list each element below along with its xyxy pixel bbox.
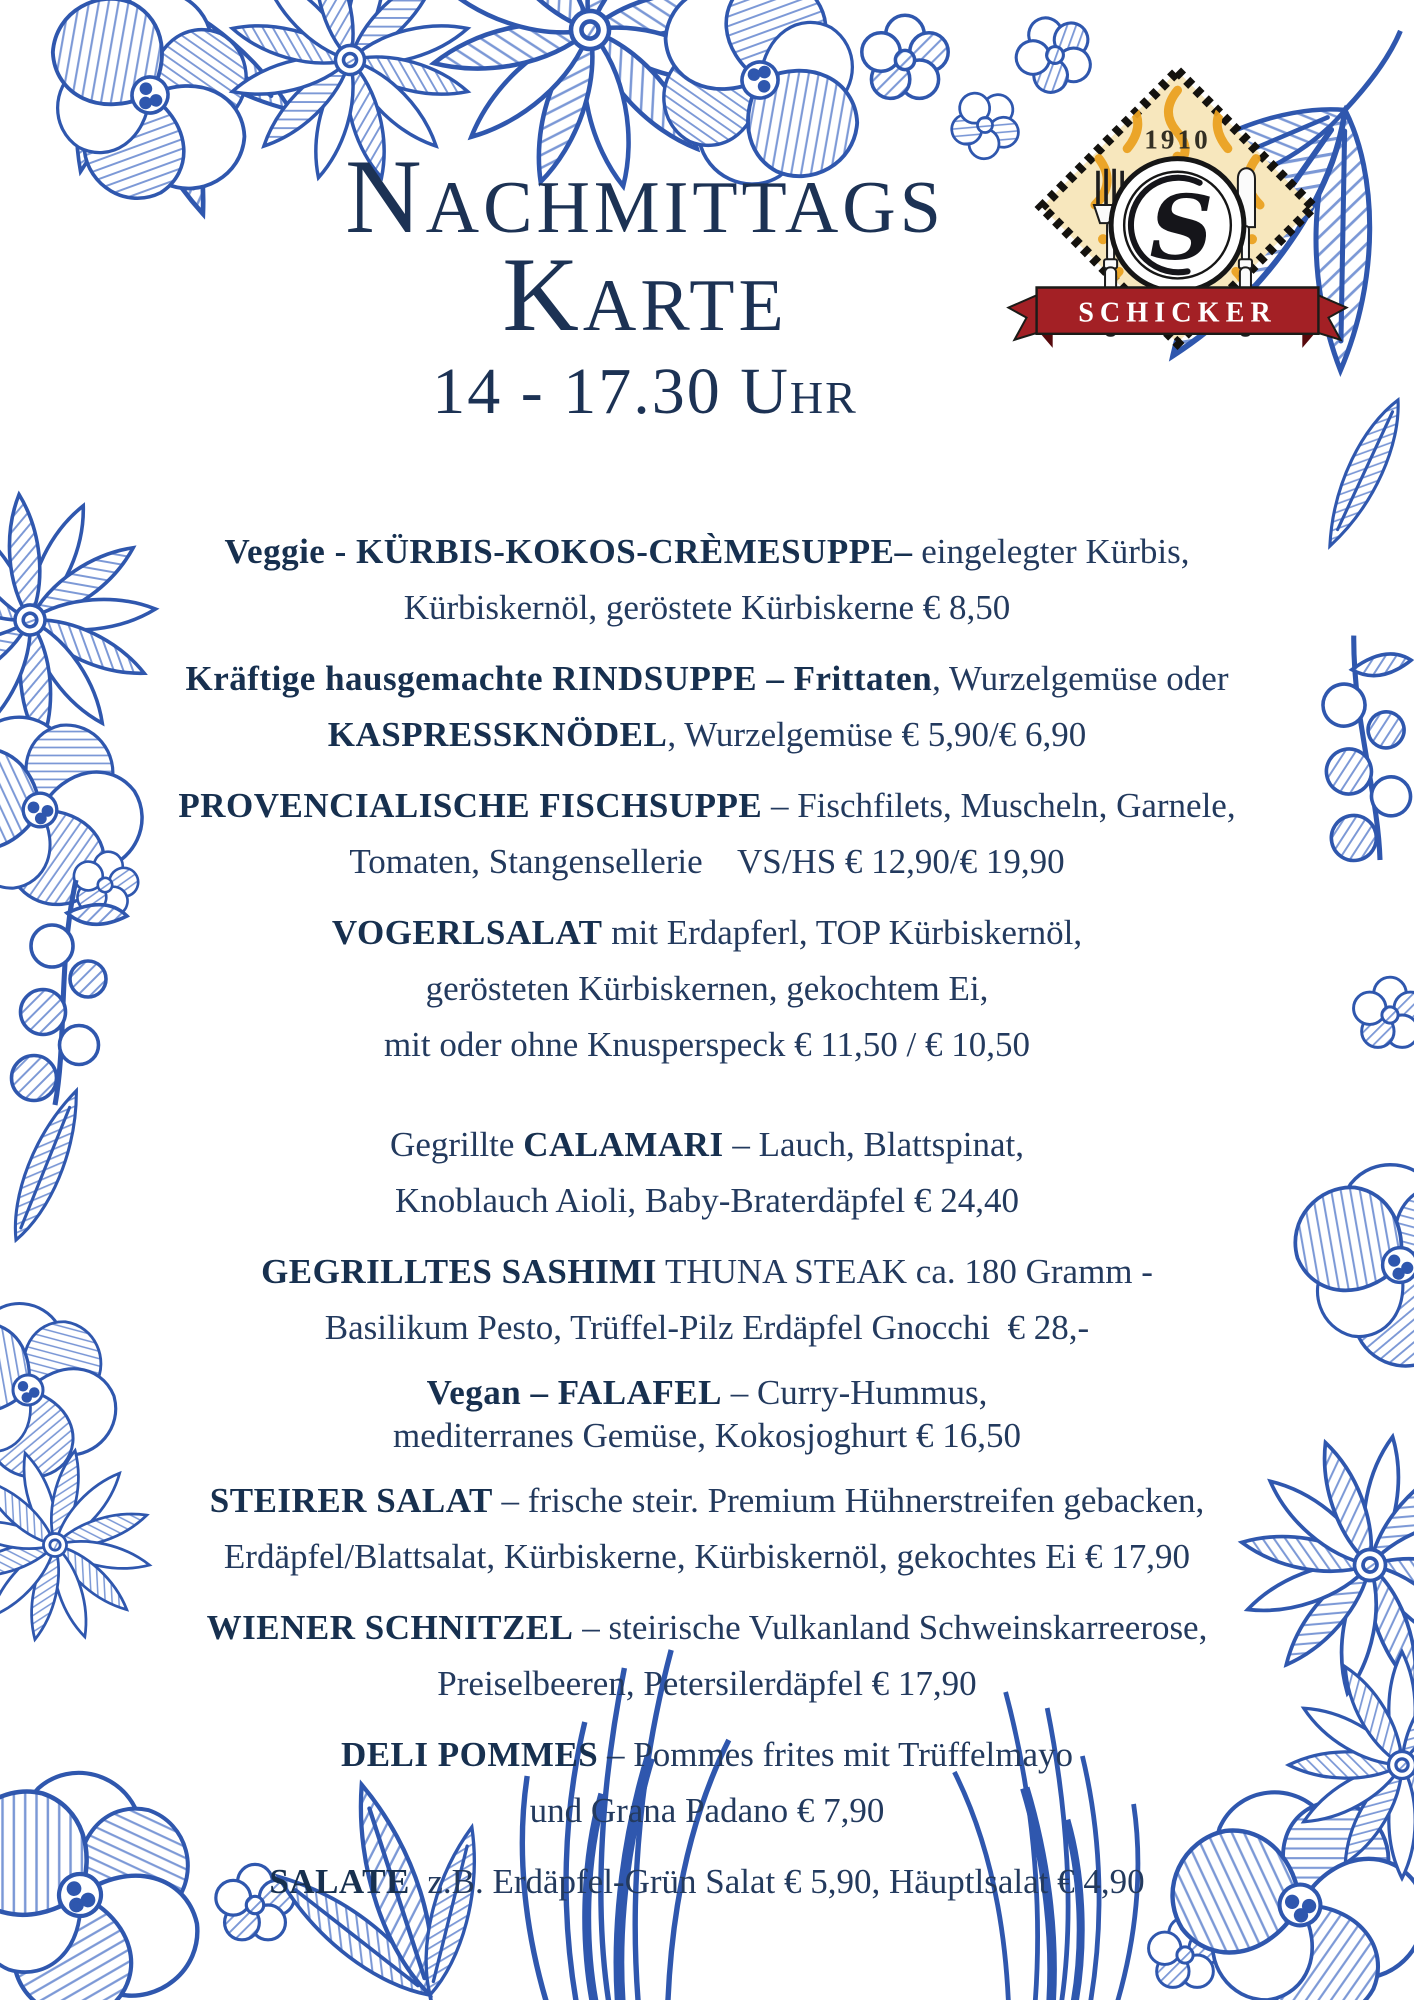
menu-item bbox=[60, 1244, 1354, 1356]
menu-item bbox=[60, 1600, 1354, 1712]
menu-line: Knoblauch Aioli, Baby-Braterdäpfel € 24,40 bbox=[394, 1181, 1020, 1220]
menu-item bbox=[60, 1854, 1354, 1910]
menu-line: DELI POMMES – Pommes frites mit Trüffelmayo bbox=[340, 1734, 1074, 1774]
menu-line: Veggie - KÜRBIS-KOKOS-CRÈMESUPPE– eingelegter Kürbis, bbox=[224, 532, 1190, 571]
menu-item bbox=[60, 524, 1354, 636]
menu-line: Gegrillte CALAMARI – Lauch, Blattspinat, bbox=[390, 1125, 1024, 1164]
schicker-logo bbox=[1005, 56, 1350, 368]
menu-list bbox=[60, 524, 1354, 1925]
menu-line: Preiselbeeren, Petersilerdäpfel € 17,90 bbox=[437, 1663, 977, 1703]
menu-line: und Grana Padano € 7,90 bbox=[529, 1790, 885, 1830]
menu-line: GEGRILLTES SASHIMI THUNA STEAK ca. 180 Gramm - bbox=[261, 1252, 1153, 1291]
menu-line: Kürbiskernöl, geröstete Kürbiskerne € 8,50 bbox=[403, 588, 1011, 627]
menu-line: Erdäpfel/Blattsalat, Kürbiskerne, Kürbiskernöl, gekochtes Ei € 17,90 bbox=[223, 1536, 1191, 1576]
menu-item bbox=[60, 1117, 1354, 1229]
menu-item bbox=[60, 1727, 1354, 1839]
logo-name: SCHICKER bbox=[1078, 297, 1277, 329]
menu-line: mit oder ohne Knusperspeck € 11,50 / € 10,50 bbox=[383, 1025, 1031, 1064]
menu-item bbox=[60, 1473, 1354, 1585]
menu-line: STEIRER SALAT – frische steir. Premium Hühnerstreifen gebacken, bbox=[209, 1480, 1205, 1520]
menu-line: PROVENCIALISCHE FISCHSUPPE – Fischfilets, Muscheln, Garnele, bbox=[178, 786, 1236, 825]
menu-line: Basilikum Pesto, Trüffel-Pilz Erdäpfel Gnocchi € 28,- bbox=[324, 1308, 1090, 1347]
menu-line: Kräftige hausgemachte RINDSUPPE – Frittaten, Wurzelgemüse oder bbox=[185, 659, 1229, 698]
menu-item bbox=[60, 905, 1354, 1073]
menu-line: KASPRESSKNÖDEL, Wurzelgemüse € 5,90/€ 6,90 bbox=[327, 715, 1087, 754]
opening-hours: 14 - 17.30 Uhr bbox=[432, 355, 858, 429]
menu-line: Vegan – FALAFEL – Curry-Hummus, bbox=[426, 1373, 988, 1412]
menu-line: WIENER SCHNITZEL – steirische Vulkanland Schweinskarreerose, bbox=[206, 1607, 1208, 1647]
menu-line: mediterranes Gemüse, Kokosjoghurt € 16,50 bbox=[393, 1416, 1021, 1456]
logo-monogram: S bbox=[1149, 175, 1214, 280]
page-title-line2: Karte bbox=[502, 235, 788, 353]
menu-item bbox=[60, 1371, 1354, 1458]
menu-line: VOGERLSALAT mit Erdapferl, TOP Kürbiskernöl, bbox=[331, 913, 1083, 952]
menu-line: gerösteten Kürbiskernen, gekochtem Ei, bbox=[425, 969, 989, 1008]
page-title-line1: Nachmittags bbox=[345, 138, 945, 255]
menu-line: SALATE z.B. Erdäpfel-Grün Salat € 5,90, Häuptlsalat € 4,90 bbox=[269, 1861, 1145, 1901]
logo-year: 1910 bbox=[1144, 124, 1211, 155]
menu-item bbox=[60, 651, 1354, 763]
menu-item bbox=[60, 778, 1354, 890]
menu-line: Tomaten, Stangensellerie VS/HS € 12,90/€ 19,90 bbox=[349, 842, 1065, 881]
